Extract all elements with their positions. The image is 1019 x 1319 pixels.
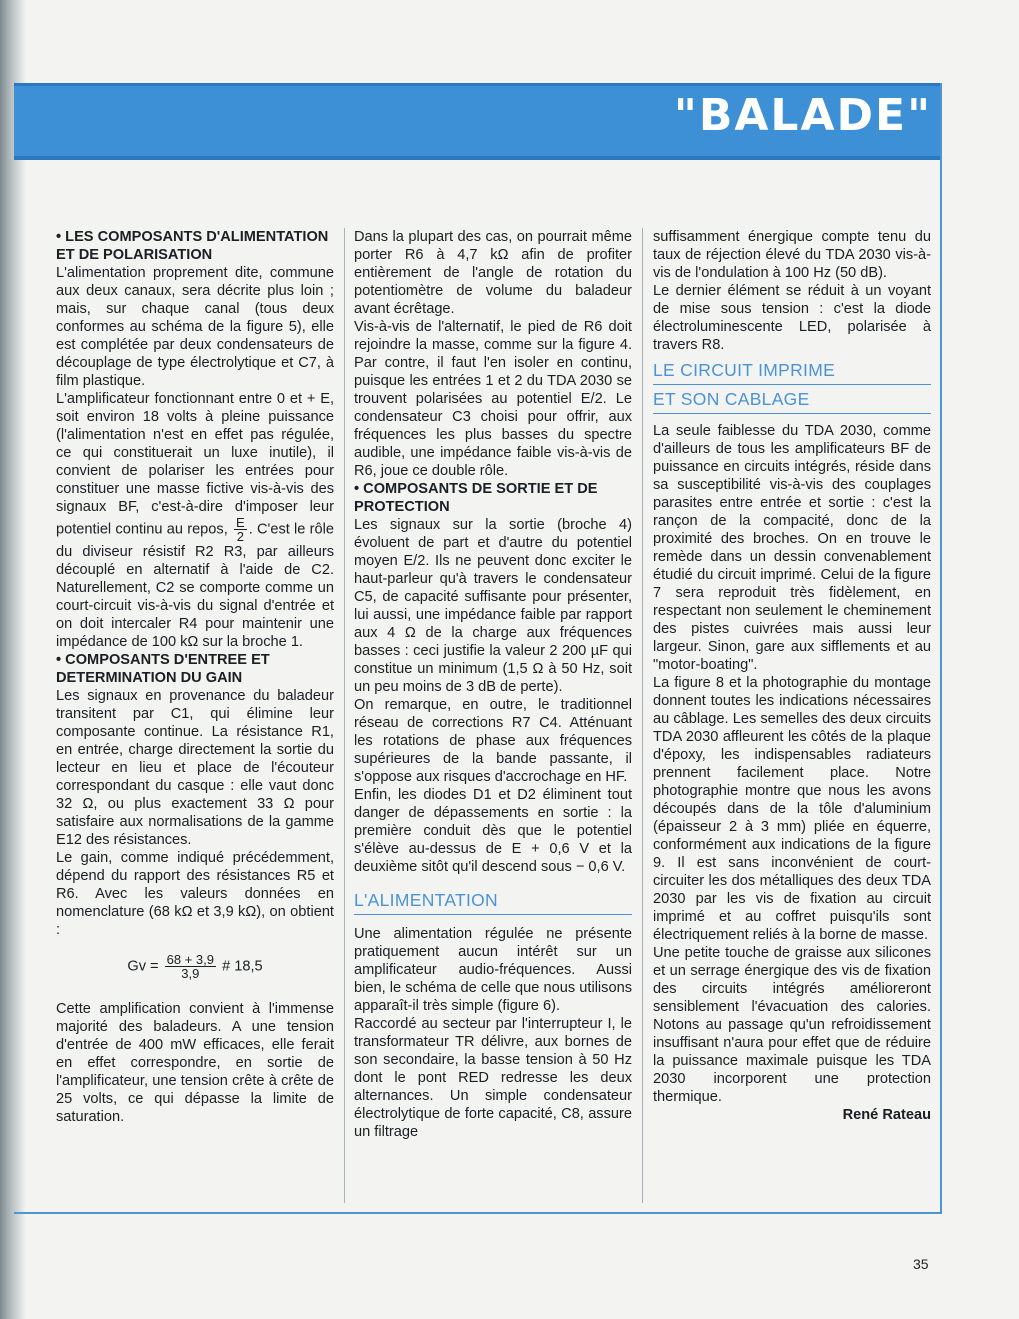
section-heading: L'ALIMENTATION xyxy=(354,886,632,915)
paragraph: Vis-à-vis de l'alternatif, le pied de R6 doit rejoindre la masse, comme sur la figure 4. Par contre, il faut l'en isoler en continu, puisque les entrées 1 et 2 du TDA 2030 se trouvent polarisées au potentiel E/2. Le condensateur C3 choisi pour offrir, aux fréquences les plus basses du spectre audible, une impédance faible vis-à-vis de R6, joue ce double rôle. xyxy=(354,319,632,479)
title-banner xyxy=(14,83,942,160)
paragraph: Enfin, les diodes D1 et D2 éliminent tout danger de dépassements en sortie : la première conduit dès que le potentiel s'élève au-dessus de E + 0,6 V et la deuxième sitôt qu'il descend sous − 0,6 V. xyxy=(354,787,632,875)
column-divider xyxy=(642,228,643,1203)
page-edge-shadow xyxy=(0,0,26,1319)
paragraph: Une petite touche de graisse aux silicones et un serrage énergique des vis de fixation des circuits intégrés amélioreront sensiblement l'évacuation des calories. Notons au passage qu'un refroidissement insuffisant n'aura pour effet que de réduire la puissance maximale puisque les TDA 2030 incorporent une protection thermique. xyxy=(653,945,931,1105)
gain-formula: Gv = $\frac{68 + 3,9}{3,9}$ # 18,5 xyxy=(127,952,263,981)
subheading: • COMPOSANTS DE SORTIE ET DE PROTECTION xyxy=(354,481,598,515)
paragraph: On remarque, en outre, le traditionnel réseau de corrections R7 C4. Atténuant les rotations de phase aux fréquences supérieures de la bande passante, il s'oppose aux risques d'accrochage en HF. xyxy=(354,697,632,785)
subheading: • LES COMPOSANTS D'ALIMENTATION ET DE POLARISATION xyxy=(56,229,329,263)
article-title: "BALADE" xyxy=(673,90,932,141)
column-2 xyxy=(354,228,632,1141)
paragraph: Cette amplification convient à l'immense majorité des baladeurs. A une tension d'entrée de 400 mW efficaces, elle ferait en effet correspondre, en sortie de l'amplificateur, une tension crête à crête de 25 volts, ce qui dépasse la limite de saturation. xyxy=(56,1001,334,1125)
frame-right-line xyxy=(940,83,942,1213)
section-heading: LE CIRCUIT IMPRIME xyxy=(653,356,931,385)
subheading: • COMPOSANTS D'ENTREE ET DETERMINATION DU GAIN xyxy=(56,652,270,686)
author-signature: René Rateau xyxy=(842,1107,931,1123)
fraction: $\frac{E}{2}$ xyxy=(236,515,245,544)
page-number: 35 xyxy=(913,1256,929,1272)
paragraph: L'alimentation proprement dite, commune aux deux canaux, sera décrite plus loin ; mais, sur chaque canal (tous deux conformes au schéma de la figure 5), elle est complétée par deux condensateurs de découplage de type électrolytique et C7, à film plastique. xyxy=(56,265,334,389)
frame-bottom-line xyxy=(14,1212,942,1214)
paragraph: La figure 8 et la photographie du montage donnent toutes les indications nécessaires au câblage. Les semelles des deux circuits TDA 2030 affleurent les côtés de la plaque d'époxy, les indispensables radiateurs prennent facilement place. Notre photographie montre que nous les avons découpés dans de la tôle d'aluminium (épaisseur 2 à 3 mm) pliée en équerre, conformément aux indications de la figure 9. Il est sans inconvénient de court-circuiter les dos métalliques des deux TDA 2030 par les vis de fixation au circuit imprimé et au coffret puisqu'ils sont électriquement reliés à la borne de masse. xyxy=(653,675,931,943)
column-1 xyxy=(56,228,334,1126)
paragraph: Les signaux en provenance du baladeur transitent par C1, qui élimine leur composante continue. La résistance R1, en entrée, charge directement la sortie du lecteur en lieu et place de l'écouteur correspondant du casque : elle vaut donc 32 Ω, ou plus exactement 33 Ω pour satisfaire aux normalisations de la gamme E12 des résistances. xyxy=(56,688,334,848)
paragraph: Dans la plupart des cas, on pourrait même porter R6 à 4,7 kΩ afin de profiter entièrement de l'angle de rotation du potentiomètre de volume du baladeur avant écrêtage. xyxy=(354,229,632,317)
paragraph: Le gain, comme indiqué précédemment, dépend du rapport des résistances R5 et R6. Avec les valeurs données en nomenclature (68 kΩ et 3,9 kΩ), on obtient : xyxy=(56,850,334,938)
paragraph: L'amplificateur fonctionnant entre 0 et + E, soit environ 18 volts à pleine puissance (l'alimentation n'est en effet pas régulée, ce qui constituerait un luxe inutile), il convient de polariser les entrées pour constituer une masse fictive vis-à-vis des signaux BF, c'est-à-dire d'imposer leur potentiel continu au repos, $\frac{E}{2}$ . C'est le rôle du diviseur résistif R2 R3, par ailleurs découplé en alternatif à l'aide de C2. Naturellement, C2 se comporte comme un court-circuit vis-à-vis du signal d'entrée et on doit intercaler R4 pour maintenir une impédance de 100 kΩ sur la broche 1. xyxy=(56,391,334,650)
column-3 xyxy=(653,228,931,1124)
paragraph: Le dernier élément se réduit à un voyant de mise sous tension : c'est la diode électroluminescente LED, polarisée à travers R8. xyxy=(653,283,931,353)
paragraph: Les signaux sur la sortie (broche 4) évoluent de part et d'autre du potentiel moyen E/2. Ils ne peuvent donc exciter le haut-parleur qu'à travers le condensateur C5, de capacité suffisante pour présenter, lui aussi, une impédance faible par rapport aux 4 Ω de la charge aux fréquences basses : ceci justifie la valeur 2 200 µF qui constitue un minimum (1,5 Ω à 50 Hz, soit un peu moins de 3 dB de perte). xyxy=(354,517,632,695)
paragraph: Une alimentation régulée ne présente pratiquement aucun intérêt sur un amplificateur audio-fréquences. Aussi bien, le schéma de celle que nous utilisons apparaît-il très simple (figure 6). xyxy=(354,926,632,1014)
section-heading: ET SON CABLAGE xyxy=(653,385,931,414)
paragraph: suffisamment énergique compte tenu du taux de réjection élevé du TDA 2030 vis-à-vis de l'ondulation à 100 Hz (50 dB). xyxy=(653,229,931,281)
paragraph: La seule faiblesse du TDA 2030, comme d'ailleurs de tous les amplificateurs BF de puissance en circuits intégrés, réside dans sa susceptibilité vis-à-vis des couplages parasites entre entrée et sortie : c'est la rançon de la compacité, donc de la proximité des broches. On en trouve le remède dans un dessin convenablement étudié du circuit imprimé. Celui de la figure 7 sera reproduit très fidèlement, en respectant non seulement le cheminement des pistes cuivrées mais aussi leur largeur. Sinon, gare aux sifflements et au "motor-boating". xyxy=(653,423,931,673)
column-divider xyxy=(344,228,345,1203)
paragraph: Raccordé au secteur par l'interrupteur I, le transformateur TR délivre, aux bornes de son secondaire, la basse tension à 50 Hz dont le pont RED redresse les deux alternances. Un simple condensateur électrolytique de forte capacité, C8, assure un filtrage xyxy=(354,1016,632,1140)
